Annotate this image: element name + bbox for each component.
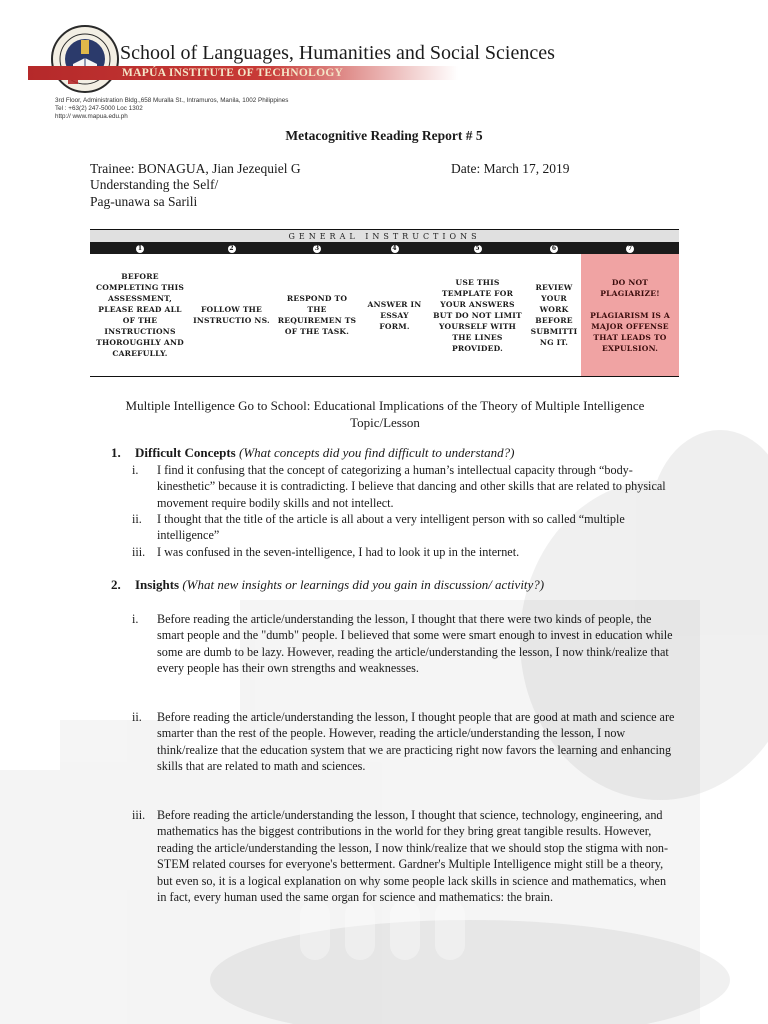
- course-line-2: Pag-unawa sa Sarili: [90, 194, 198, 209]
- lesson-title: Multiple Intelligence Go to School: Educational Implications of the Theory of Multiple Intelligence: [125, 398, 645, 413]
- item-numeral: iii.: [132, 808, 146, 822]
- instruction-number-4: 4: [392, 245, 397, 252]
- instruction-text-4: ANSWER IN ESSAY FORM.: [361, 254, 428, 377]
- address-block: [55, 97, 288, 121]
- institute-banner: [28, 66, 458, 80]
- section-question: (What new insights or learnings did you gain in discussion/ activity?): [182, 577, 545, 592]
- instruction-number-5: 5: [475, 245, 480, 252]
- section-question: (What concepts did you find difficult to understand?): [239, 445, 515, 460]
- instruction-text-7: [581, 254, 679, 377]
- list-item: [132, 511, 677, 544]
- instruction-number-3: 3: [314, 245, 320, 252]
- general-instructions-table: [90, 229, 679, 377]
- list-item: [132, 544, 677, 560]
- instruction-text-2: FOLLOW THE INSTRUCTIO NS.: [190, 254, 273, 377]
- instructions-header-row: [90, 230, 679, 243]
- item-text: I thought that the title of the article is all about a very intelligent person with so called “multiple intelligence”: [157, 512, 625, 543]
- list-item: [132, 709, 677, 775]
- course-line-1: Understanding the Self/: [90, 177, 219, 192]
- item-text: I was confused in the seven-intelligence, I had to look it up in the internet.: [157, 545, 520, 559]
- section-insights: [111, 577, 544, 593]
- instruction-text-6: REVIEW YOUR WORK BEFORE SUBMITTI NG IT.: [527, 254, 581, 377]
- instruction-text-5: USE THIS TEMPLATE FOR YOUR ANSWERS BUT DO NOT LIMIT YOURSELF WITH THE LINES PROVIDED.: [428, 254, 527, 377]
- item-text: I find it confusing that the concept of categorizing a human’s intellectual capacity through “body-kinesthetic” because it is contradicting. I believe that dancing and other skills that are related to physical movement require bodily skills and not intellect.: [157, 463, 666, 510]
- list-item: [132, 611, 677, 677]
- instruction-text-3: RESPOND TO THE REQUIREMEN TS OF THE TASK.: [273, 254, 361, 377]
- lesson-heading: [90, 398, 680, 431]
- section-number: 2.: [111, 577, 121, 592]
- instructions-text-row: [90, 254, 679, 377]
- section-heading: Insights: [135, 577, 180, 592]
- item-text: Before reading the article/understanding the lesson, I thought that there were two kinds of people, the smart people and the "dumb" people. I believed that some were smart enough to invest in education while some are dumb to be lazy. However, reading the article/understanding the lesson, I now think/realize that every people has their own strengths and weaknesses.: [157, 612, 673, 676]
- item-numeral: ii.: [132, 512, 142, 526]
- report-date: Date: March 17, 2019: [451, 161, 570, 176]
- section-number: 1.: [111, 445, 121, 460]
- item-numeral: iii.: [132, 545, 146, 559]
- instructions-number-row: [90, 242, 679, 254]
- institute-name: MAPÚA INSTITUTE OF TECHNOLOGY: [122, 67, 344, 79]
- plagiarism-consequence: PLAGIARISM IS A MAJOR OFFENSE THAT LEADS TO EXPULSION.: [590, 310, 670, 353]
- address-line: 3rd Floor, Administration Bldg.,658 Muralla St., Intramuros, Manila, 1002 Philippines: [55, 97, 289, 104]
- website-line: http:// www.mapua.edu.ph: [55, 113, 128, 120]
- instructions-header: GENERAL INSTRUCTIONS: [90, 230, 679, 243]
- plagiarism-warning: DO NOT PLAGIARIZE!: [600, 277, 660, 298]
- list-item: [132, 462, 677, 511]
- phone-line: Tel : +63(2) 247-5000 Loc 1302: [55, 105, 143, 112]
- list-item: [132, 807, 677, 905]
- item-text: Before reading the article/understanding the lesson, I thought people that are good at math and science are smarter than the rest of the people. However, reading the article/understanding the lesson, I now think/realize that the education system that we are practicing right now favors the learning and enhancing skills that are related to math and sciences.: [157, 710, 675, 774]
- school-seal-icon: [50, 24, 120, 94]
- school-name: School of Languages, Humanities and Social Sciences: [120, 42, 555, 64]
- item-text: Before reading the article/understanding the lesson, I thought that science, technology, engineering, and mathematics has the biggest contributions in the world for they bring great tangible results. However, reading the article/understanding the lesson, I now think/realize that we should stop the stigma with non-STEM related courses for everyone's betterment. Gardner's Multiple Intelligence might still be a theory, but even so, it is a logical explanation on why some people lack skills in science and mathematics, when in fact, every human used the same organ for science and mathematics: the brain.: [157, 808, 669, 905]
- item-numeral: i.: [132, 463, 139, 477]
- item-numeral: ii.: [132, 710, 142, 724]
- trainee-name: Trainee: BONAGUA, Jian Jezequiel G: [90, 161, 301, 176]
- lesson-subtitle: Topic/Lesson: [350, 414, 420, 430]
- instruction-number-6: 6: [551, 245, 557, 252]
- instruction-number-1: 1: [137, 245, 143, 252]
- section-difficult-concepts: [111, 445, 515, 461]
- section-heading: Difficult Concepts: [135, 445, 236, 460]
- instruction-number-2: 2: [229, 245, 234, 252]
- report-title: Metacognitive Reading Report # 5: [285, 128, 483, 143]
- instruction-text-1: BEFORE COMPLETING THIS ASSESSMENT, PLEASE READ ALL OF THE INSTRUCTIONS THOROUGHLY AND CAREFULLY.: [90, 254, 190, 377]
- item-numeral: i.: [132, 612, 139, 626]
- instruction-number-7: 7: [627, 245, 633, 252]
